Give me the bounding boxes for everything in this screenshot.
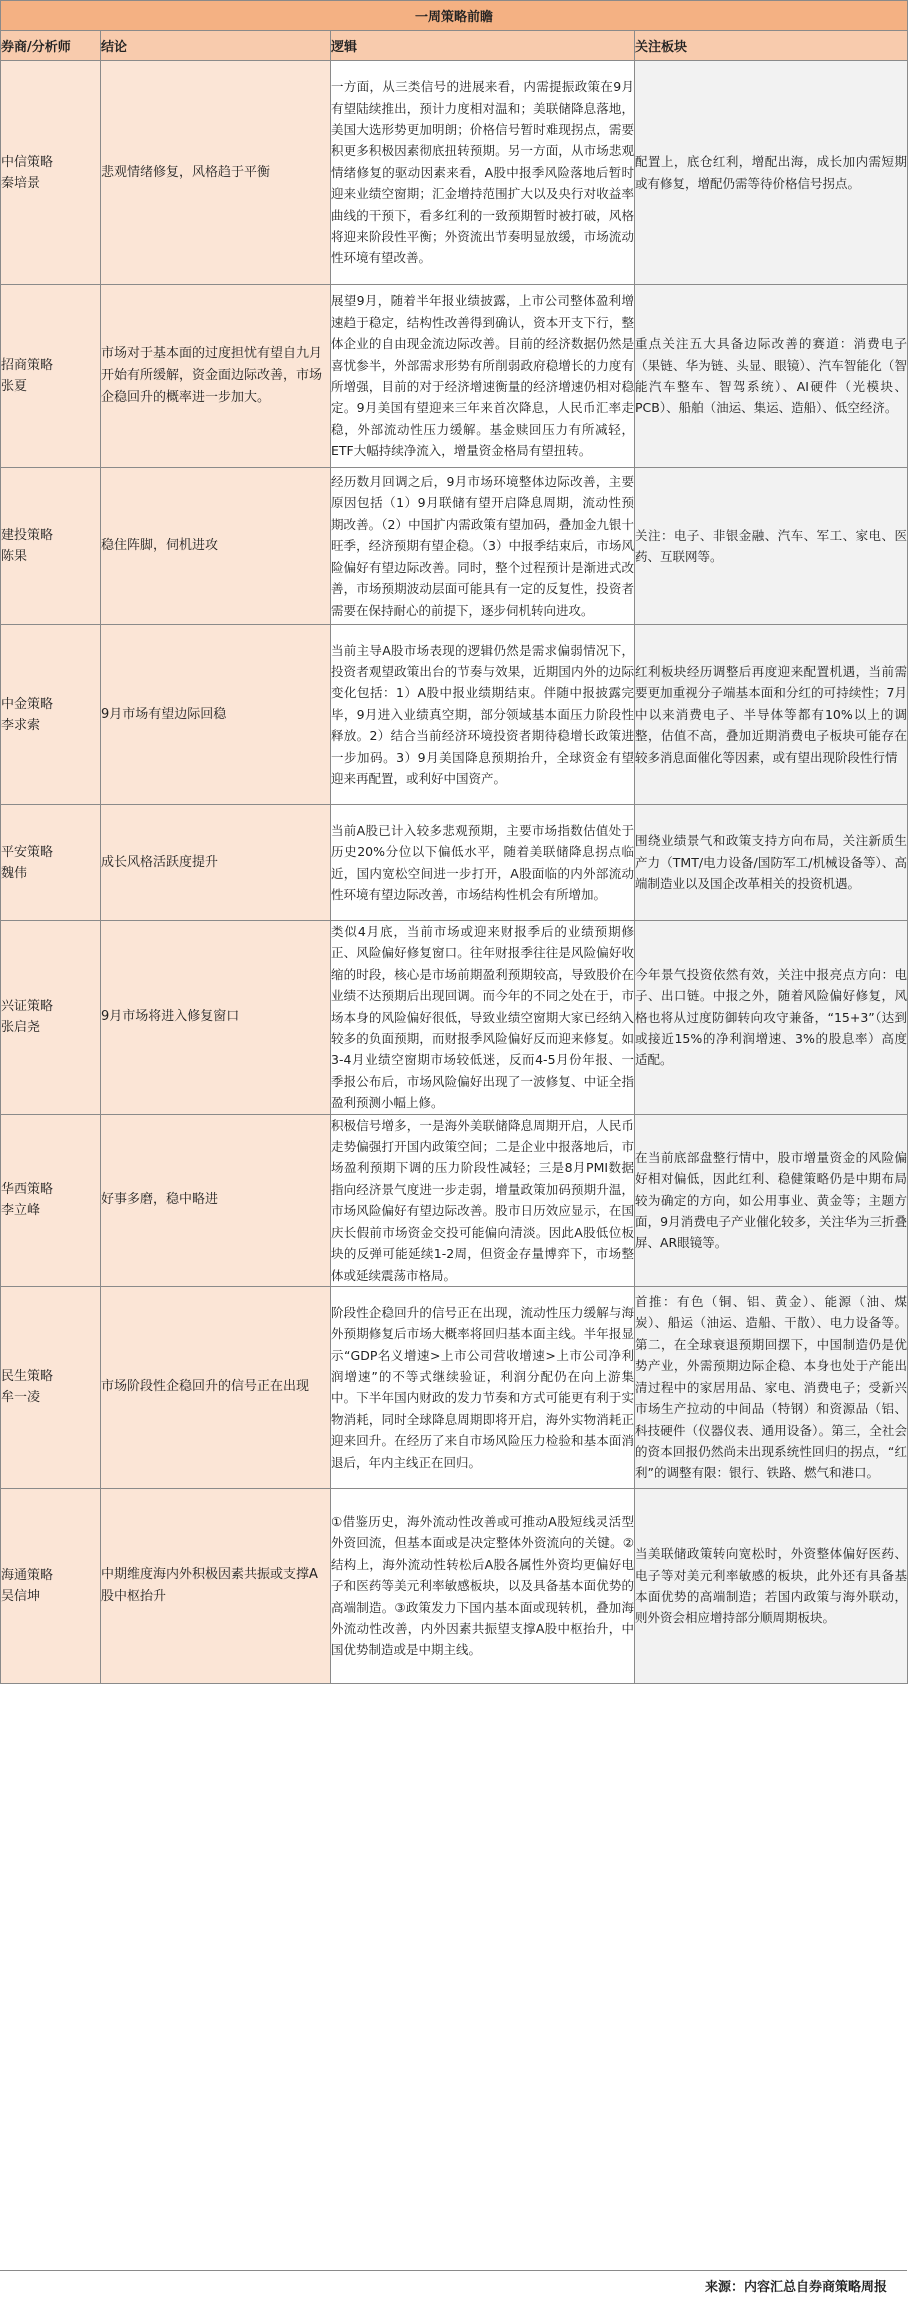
focus-cell: 重点关注五大具备边际改善的赛道：消费电子（果链、华为链、头显、眼镜）、汽车智能化（智能汽车整车、智驾系统）、AI硬件（光模块、PCB）、船舶（油运、集运、造船）、低空经济。: [635, 285, 908, 468]
analyst-name: 秦培景: [1, 175, 41, 191]
analyst-name: 张夏: [1, 379, 28, 394]
analyst-name: 李求索: [1, 717, 41, 733]
table-row: [1, 805, 908, 921]
conclusion-cell: 市场对于基本面的过度担忧有望自九月开始有所缓解，资金面边际改善，市场企稳回升的概率进一步加大。: [101, 285, 331, 468]
firm-cell: [1, 805, 101, 921]
firm-cell: [1, 1286, 101, 1488]
source-divider: [0, 2270, 907, 2271]
analyst-name: 牟一凌: [1, 1390, 41, 1406]
logic-cell: 当前A股已计入较多悲观预期，主要市场指数估值处于历史20%分位以下偏低水平，随着美联储降息拐点临近，国内宽松空间进一步打开，A股面临的内外部流动性环境有望边际改善，市场结构性机会有所增加。: [331, 805, 635, 921]
firm-cell: [1, 1114, 101, 1286]
firm-cell: [1, 468, 101, 625]
firm-cell: [1, 921, 101, 1115]
table-row: [1, 61, 908, 285]
logic-cell: ①借鉴历史，海外流动性改善或可推动A股短线灵活型外资回流，但基本面或是决定整体外资流向的关键。②结构上，海外流动性转松后A股各属性外资均更偏好电子和医药等美元利率敏感板块，以及具备基本面优势的高端制造。③政策发力下国内基本面或现转机，叠加海外流动性改善，内外因素共振望支撑A股中枢抬升，中国优势制造或是中期主线。: [331, 1488, 635, 1683]
logic-cell: 类似4月底，当前市场或迎来财报季后的业绩预期修正、风险偏好修复窗口。往年财报季往往是风险偏好收缩的时段，核心是市场前期盈利预期较高，导致股价在业绩不达预期后出现回调。而今年的不同之处在于，市场本身的风险偏好很低，导致业绩空窗期大家已经纳入较多的负面预期，而财报季风险偏好反而迎来修复。如3-4月业绩空窗期市场较低迷，反而4-5月份年报、一季报公布后，市场风险偏好出现了一波修复、中证全指盈利预测小幅上修。: [331, 921, 635, 1115]
firm-cell: [1, 61, 101, 285]
focus-cell: 围绕业绩景气和政策支持方向布局，关注新质生产力（TMT/电力设备/国防军工/机械设备等）、高端制造业以及国企改革相关的投资机遇。: [635, 805, 908, 921]
analyst-name: 吴信坤: [1, 1588, 41, 1604]
conclusion-cell: 9月市场有望边际回稳: [101, 625, 331, 805]
focus-cell: 关注：电子、非银金融、汽车、军工、家电、医药、互联网等。: [635, 468, 908, 625]
firm-cell: [1, 625, 101, 805]
logic-cell: 当前主导A股市场表现的逻辑仍然是需求偏弱情况下，投资者观望政策出台的节奏与效果，近期国内外的边际变化包括：1）A股中报业绩期结束。伴随中报披露完毕，9月进入业绩真空期，部分领域基本面压力阶段性释放。2）结合当前经济环境投资者期待稳增长政策进一步加码。3）9月美国降息预期抬升，全球资金有望迎来再配置，或利好中国资产。: [331, 625, 635, 805]
logic-cell: 经历数月回调之后，9月市场环境整体边际改善，主要原因包括（1）9月联储有望开启降息周期，流动性预期改善。（2）中国扩内需政策有望加码，叠加金九银十旺季，经济预期有望企稳。（3）中报季结束后，市场风险偏好有望边际改善。同时，整个过程预计是渐进式改善，市场预期波动层面可能具有一定的反复性，投资者需要在保持耐心的前提下，逐步伺机转向进攻。: [331, 468, 635, 625]
firm-name: 华西策略: [1, 1182, 54, 1198]
firm-name: 兴证策略: [1, 999, 54, 1015]
analyst-name: 陈果: [1, 549, 28, 564]
conclusion-cell: 成长风格活跃度提升: [101, 805, 331, 921]
table-title: 一周策略前瞻: [1, 1, 908, 31]
header-firm: 券商/分析师: [1, 31, 101, 61]
table-row: [1, 468, 908, 625]
firm-cell: [1, 1488, 101, 1683]
header-logic: 逻辑: [331, 31, 635, 61]
analyst-name: 魏伟: [1, 865, 28, 881]
header-conclusion: 结论: [101, 31, 331, 61]
table-row: [1, 625, 908, 805]
conclusion-cell: 9月市场将进入修复窗口: [101, 921, 331, 1115]
focus-cell: 在当前底部盘整行情中，股市增量资金的风险偏好相对偏低，因此红利、稳健策略仍是中期布局较为确定的方向，如公用事业、黄金等；主题方面，9月消费电子产业催化较多，关注华为三折叠屏、AR眼镜等。: [635, 1114, 908, 1286]
firm-cell: [1, 285, 101, 468]
focus-cell: 配置上，底仓红利，增配出海，成长加内需短期或有修复，增配仍需等待价格信号拐点。: [635, 61, 908, 285]
analyst-name: 李立峰: [1, 1203, 41, 1219]
table-row: [1, 1488, 908, 1683]
conclusion-cell: 市场阶段性企稳回升的信号正在出现: [101, 1286, 331, 1488]
header-focus: 关注板块: [635, 31, 908, 61]
focus-cell: 红利板块经历调整后再度迎来配置机遇，当前需要更加重视分子端基本面和分红的可持续性；7月中以来消费电子、半导体等都有10%以上的调整，估值不高，叠加近期消费电子板块可能存在较多消息面催化等因素，或有望出现阶段性行情: [635, 625, 908, 805]
logic-cell: 一方面，从三类信号的进展来看，内需提振政策在9月有望陆续推出，预计力度相对温和；美联储降息落地，美国大选形势更加明朗；价格信号暂时难现拐点，需要积更多积极因素彻底扭转预期。另一方面，从市场悲观情绪修复的驱动因素来看，A股中报季风险落地后暂时迎来业绩空窗期；汇金增持范围扩大以及央行对收益率曲线的干预下，看多红利的一致预期暂时被打破，风格将迎来阶段性平衡；外资流出节奏明显放缓，市场流动性环境有望改善。: [331, 61, 635, 285]
firm-name: 建投策略: [1, 528, 54, 543]
firm-name: 平安策略: [1, 844, 54, 860]
analyst-name: 张启尧: [1, 1020, 41, 1036]
table-row: [1, 921, 908, 1115]
table-row: [1, 285, 908, 468]
logic-cell: 积极信号增多，一是海外美联储降息周期开启，人民币走势偏强打开国内政策空间；二是企业中报落地后，市场盈利预期下调的压力阶段性减轻；三是8月PMI数据指向经济景气度进一步走弱，增量政策加码预期升温，市场风险偏好有望边际改善。股市日历效应显示，在国庆长假前市场资金交投可能偏向清淡。因此A股低位板块的反弹可能延续1-2周，但资金存量博弈下，市场整体或延续震荡市格局。: [331, 1114, 635, 1286]
conclusion-cell: 稳住阵脚，伺机进攻: [101, 468, 331, 625]
focus-cell: 今年景气投资依然有效，关注中报亮点方向：电子、出口链。中报之外，随着风险偏好修复，风格也将从过度防御转向攻守兼备，“15+3”（达到或接近15%的净利润增速、3%的股息率）高度适配。: [635, 921, 908, 1115]
logic-cell: 阶段性企稳回升的信号正在出现，流动性压力缓解与海外预期修复后市场大概率将回归基本面主线。半年报显示“GDP名义增速>上市公司营收增速>上市公司净利润增速”的不等式继续验证，利润分配仍在向上游集中。下半年国内财政的发力节奏和方式可能更有利于实物消耗，同时全球降息周期即将开启，海外实物消耗正迎来回升。在经历了来自市场风险压力检验和基本面消退后，年内主线正在回归。: [331, 1286, 635, 1488]
table-row: [1, 1114, 908, 1286]
table-body: [1, 61, 908, 1684]
conclusion-cell: 中期维度海内外积极因素共振或支撑A股中枢抬升: [101, 1488, 331, 1683]
logic-cell: 展望9月，随着半年报业绩披露，上市公司整体盈利增速趋于稳定，结构性改善得到确认，资本开支下行，整体企业的自由现金流边际改善。目前的经济数据仍然是喜忧参半，外部需求形势有所削弱政府稳增长的力度有所增强，目前的对于经济增速衡量的经济增速仍相对稳定。9月美国有望迎来三年来首次降息，人民币汇率走稳，外部流动性压力缓解。基金赎回压力有所减轻，ETF大幅持续净流入，增量资金格局有望扭转。: [331, 285, 635, 468]
firm-name: 民生策略: [1, 1369, 54, 1385]
firm-name: 中金策略: [1, 696, 54, 712]
source-note: 来源：内容汇总自券商策略周报: [704, 2280, 887, 2295]
conclusion-cell: 好事多磨，稳中略进: [101, 1114, 331, 1286]
table-row: [1, 1286, 908, 1488]
focus-cell: 首推：有色（铜、铝、黄金）、能源（油、煤炭）、船运（油运、造船、干散）、电力设备等。第二，在全球衰退预期回摆下，中国制造仍是优势产业，外需预期边际企稳、本身也处于产能出清过程中的家居用品、家电、消费电子；受新兴市场生产拉动的中间品（特钢）和资源品（铝、科技硬件（仪器仪表、通用设备）。第三，全社会的资本回报仍然尚未出现系统性回归的拐点，“红利”的调整有限：银行、铁路、燃气和港口。: [635, 1286, 908, 1488]
firm-name: 中信策略: [1, 154, 54, 170]
conclusion-cell: 悲观情绪修复，风格趋于平衡: [101, 61, 331, 285]
firm-name: 招商策略: [1, 358, 54, 373]
firm-name: 海通策略: [1, 1567, 54, 1583]
focus-cell: 当美联储政策转向宽松时，外资整体偏好医药、电子等对美元利率敏感的板块，此外还有具备基本面优势的高端制造；若国内政策与海外联动，则外资会相应增持部分顺周期板块。: [635, 1488, 908, 1683]
